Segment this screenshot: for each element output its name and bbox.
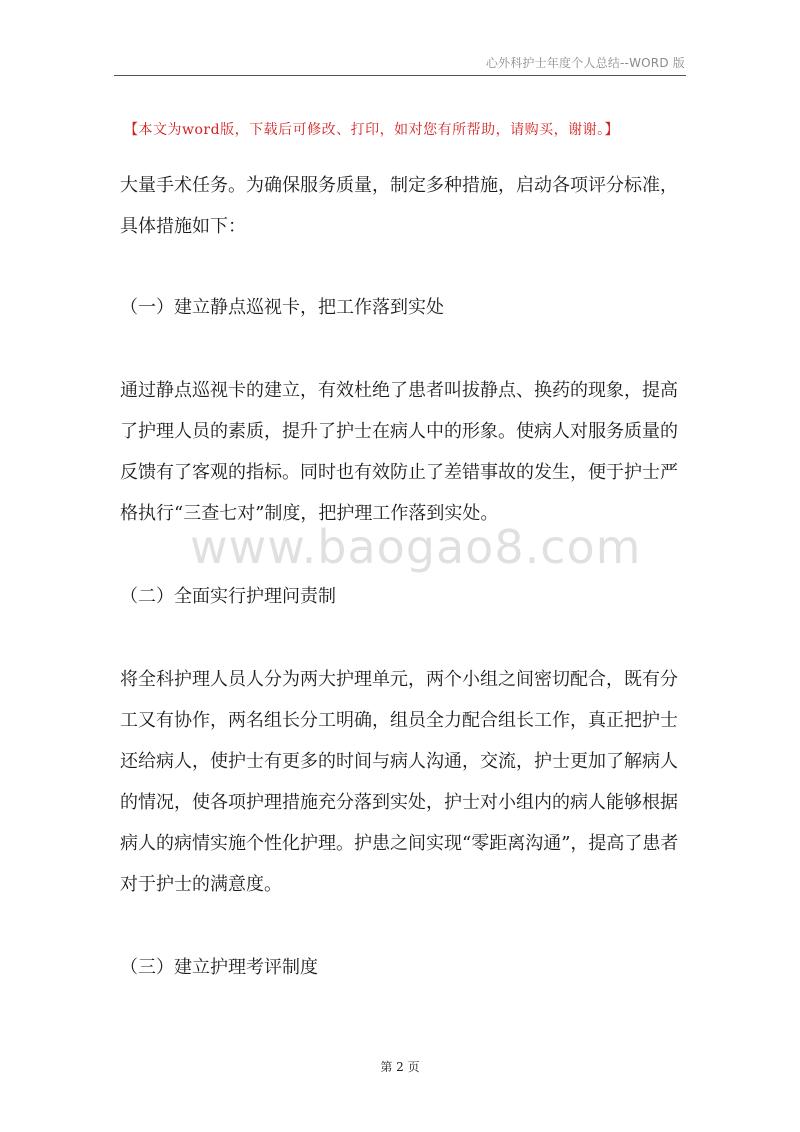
- watermark-text: www.baogao8.com: [190, 520, 642, 574]
- purchase-notice: 【本文为word版，下载后可修改、打印，如对您有所帮助，请购买，谢谢。】: [124, 122, 620, 138]
- header-divider: [114, 75, 686, 76]
- section-heading-2: （二）全面实行护理问责制: [120, 586, 336, 607]
- lead-paragraph: 大量手术任务。为确保服务质量，制定多种措施，启动各项评分标准，具体措施如下：: [120, 175, 678, 237]
- page-header-title: 心外科护士年度个人总结--WORD 版: [485, 56, 685, 70]
- section-heading-1: （一）建立静点巡视卡，把工作落到实处: [120, 297, 444, 318]
- section-heading-3: （三）建立护理考评制度: [120, 957, 318, 978]
- document-body: [120, 165, 685, 988]
- section-paragraph-2: 将全科护理人员人分为两大护理单元，两个小组之间密切配合，既有分工又有协作，两名组长分工明确，组员全力配合组长工作，真正把护士还给病人，使护士有更多的时间与病人沟通，交流，护士更加了解病人的情况，使各项护理措施充分落到实处，护士对小组内的病人能够根据病人的病情实施个性化护理。护患之间实现“零距离沟通”，提高了患者对于护士的满意度。: [120, 669, 679, 895]
- page-number: 第 2 页: [380, 1060, 420, 1074]
- section-paragraph-1: 通过静点巡视卡的建立，有效杜绝了患者叫拔静点、换药的现象，提高了护理人员的素质，提升了护士在病人中的形象。使病人对服务质量的反馈有了客观的指标。同时也有效防止了差错事故的发生，便于护士严格执行“三查七对”制度，把护理工作落到实处。: [120, 380, 678, 524]
